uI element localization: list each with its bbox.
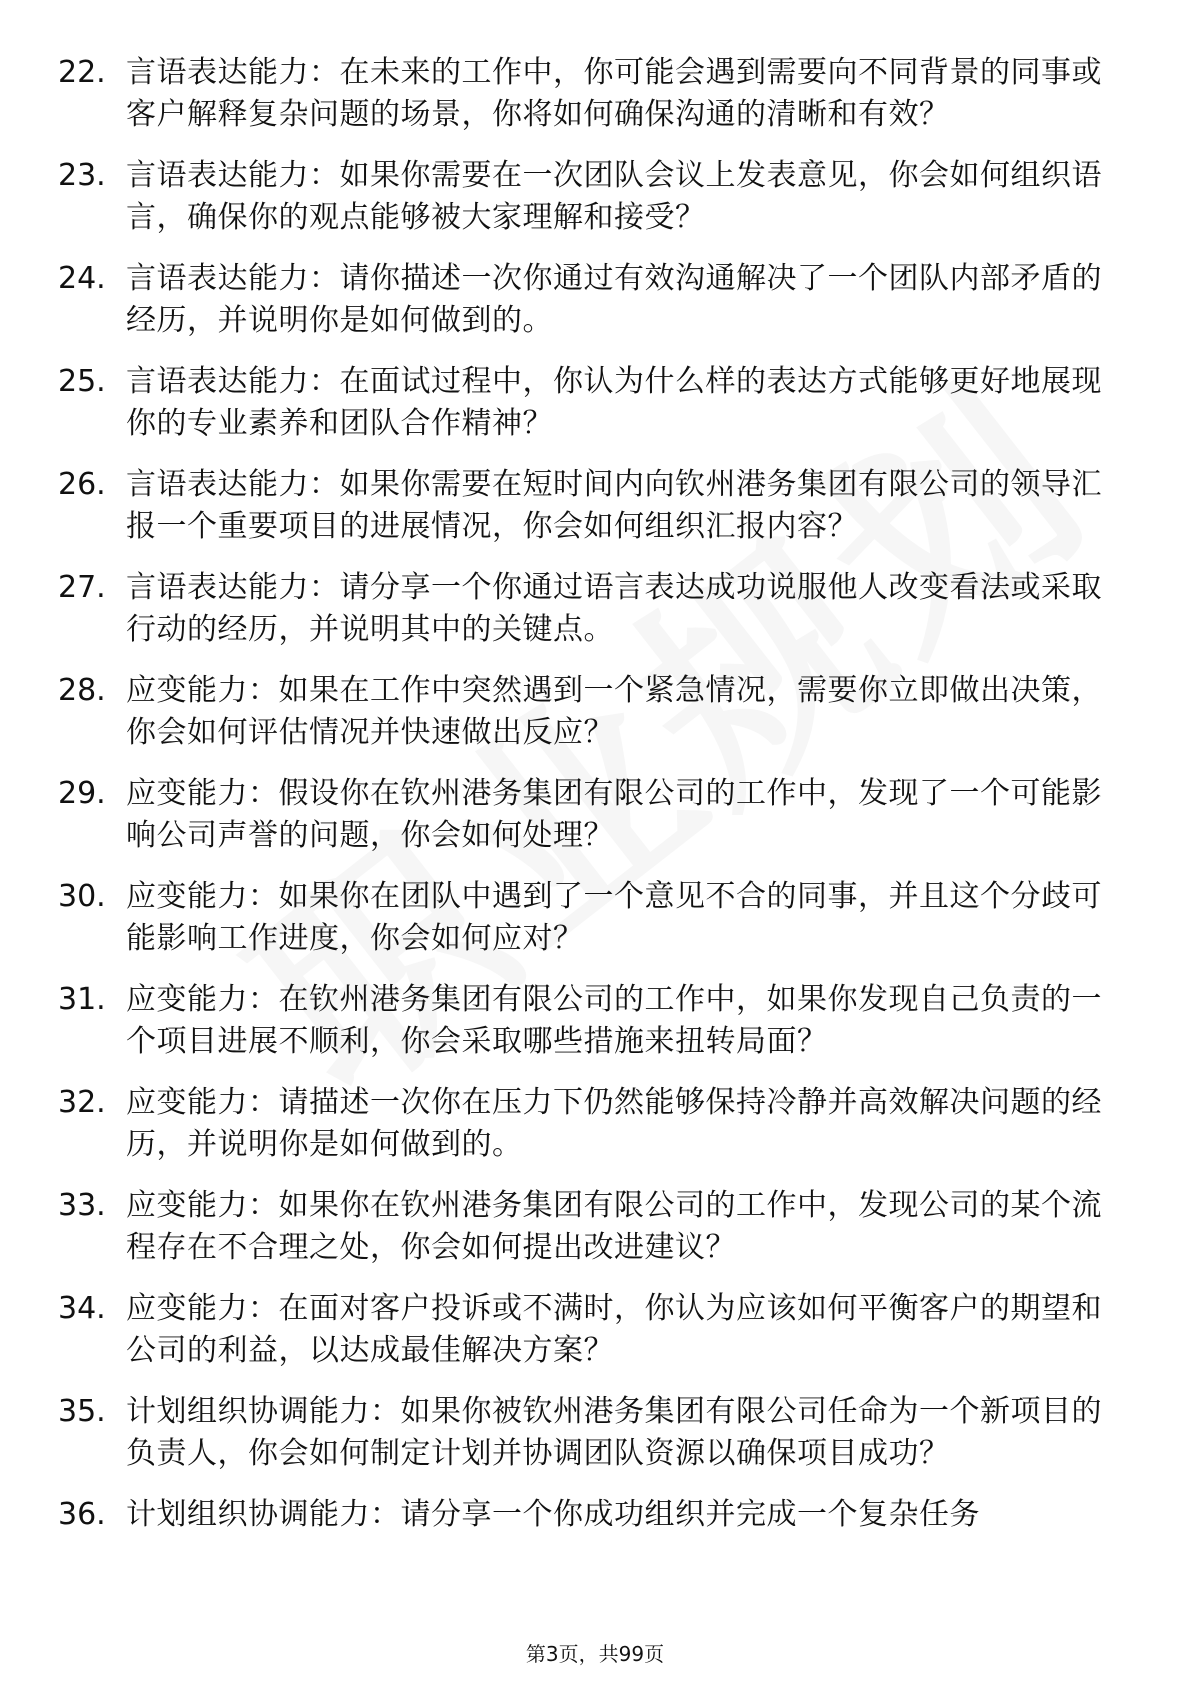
list-item bbox=[58, 567, 1120, 651]
question-text: 应变能力：请描述一次你在压力下仍然能够保持冷静并高效解决问题的经历，并说明你是如何做到的。 bbox=[126, 1085, 1102, 1162]
question-number: 28. bbox=[58, 673, 106, 708]
question-list bbox=[58, 52, 1120, 1555]
question-text: 言语表达能力：在面试过程中，你认为什么样的表达方式能够更好地展现你的专业素养和团队合作精神？ bbox=[126, 364, 1102, 441]
question-number: 23. bbox=[58, 158, 106, 193]
question-text: 言语表达能力：在未来的工作中，你可能会遇到需要向不同背景的同事或客户解释复杂问题的场景，你将如何确保沟通的清晰和有效？ bbox=[126, 55, 1102, 132]
list-item bbox=[58, 258, 1120, 342]
question-text: 言语表达能力：请你描述一次你通过有效沟通解决了一个团队内部矛盾的经历，并说明你是如何做到的。 bbox=[126, 261, 1102, 338]
question-number: 35. bbox=[58, 1394, 106, 1429]
question-number: 36. bbox=[58, 1497, 106, 1532]
page-footer: 第3页，共99页 bbox=[525, 1642, 665, 1666]
list-item bbox=[58, 876, 1120, 960]
list-item bbox=[58, 1288, 1120, 1372]
question-number: 32. bbox=[58, 1085, 106, 1120]
question-text: 言语表达能力：请分享一个你通过语言表达成功说服他人改变看法或采取行动的经历，并说明其中的关键点。 bbox=[126, 570, 1102, 647]
list-item bbox=[58, 1494, 1120, 1536]
question-text: 应变能力：在钦州港务集团有限公司的工作中，如果你发现自己负责的一个项目进展不顺利，你会采取哪些措施来扭转局面？ bbox=[126, 982, 1102, 1059]
question-text: 应变能力：如果你在钦州港务集团有限公司的工作中，发现公司的某个流程存在不合理之处，你会如何提出改进建议？ bbox=[126, 1188, 1102, 1265]
list-item bbox=[58, 464, 1120, 548]
question-text: 言语表达能力：如果你需要在短时间内向钦州港务集团有限公司的领导汇报一个重要项目的进展情况，你会如何组织汇报内容？ bbox=[126, 467, 1102, 544]
question-text: 应变能力：在面对客户投诉或不满时，你认为应该如何平衡客户的期望和公司的利益，以达成最佳解决方案？ bbox=[126, 1291, 1102, 1368]
list-item bbox=[58, 155, 1120, 239]
list-item bbox=[58, 979, 1120, 1063]
list-item bbox=[58, 1082, 1120, 1166]
question-text: 应变能力：如果在工作中突然遇到一个紧急情况，需要你立即做出决策，你会如何评估情况并快速做出反应？ bbox=[126, 673, 1102, 750]
question-number: 34. bbox=[58, 1291, 106, 1326]
question-number: 29. bbox=[58, 776, 106, 811]
list-item bbox=[58, 773, 1120, 857]
question-text: 应变能力：假设你在钦州港务集团有限公司的工作中，发现了一个可能影响公司声誉的问题，你会如何处理？ bbox=[126, 776, 1102, 853]
question-text: 应变能力：如果你在团队中遇到了一个意见不合的同事，并且这个分歧可能影响工作进度，你会如何应对？ bbox=[126, 879, 1102, 956]
question-number: 31. bbox=[58, 982, 106, 1017]
question-text: 计划组织协调能力：如果你被钦州港务集团有限公司任命为一个新项目的负责人，你会如何制定计划并协调团队资源以确保项目成功？ bbox=[126, 1394, 1102, 1471]
question-number: 30. bbox=[58, 879, 106, 914]
list-item bbox=[58, 1391, 1120, 1475]
list-item bbox=[58, 361, 1120, 445]
list-item bbox=[58, 670, 1120, 754]
question-number: 27. bbox=[58, 570, 106, 605]
question-number: 33. bbox=[58, 1188, 106, 1223]
question-text: 计划组织协调能力：请分享一个你成功组织并完成一个复杂任务 bbox=[126, 1497, 980, 1532]
question-number: 26. bbox=[58, 467, 106, 502]
list-item bbox=[58, 1185, 1120, 1269]
question-text: 言语表达能力：如果你需要在一次团队会议上发表意见，你会如何组织语言，确保你的观点能够被大家理解和接受？ bbox=[126, 158, 1102, 235]
question-number: 22. bbox=[58, 55, 106, 90]
list-item bbox=[58, 52, 1120, 136]
question-number: 24. bbox=[58, 261, 106, 296]
question-number: 25. bbox=[58, 364, 106, 399]
